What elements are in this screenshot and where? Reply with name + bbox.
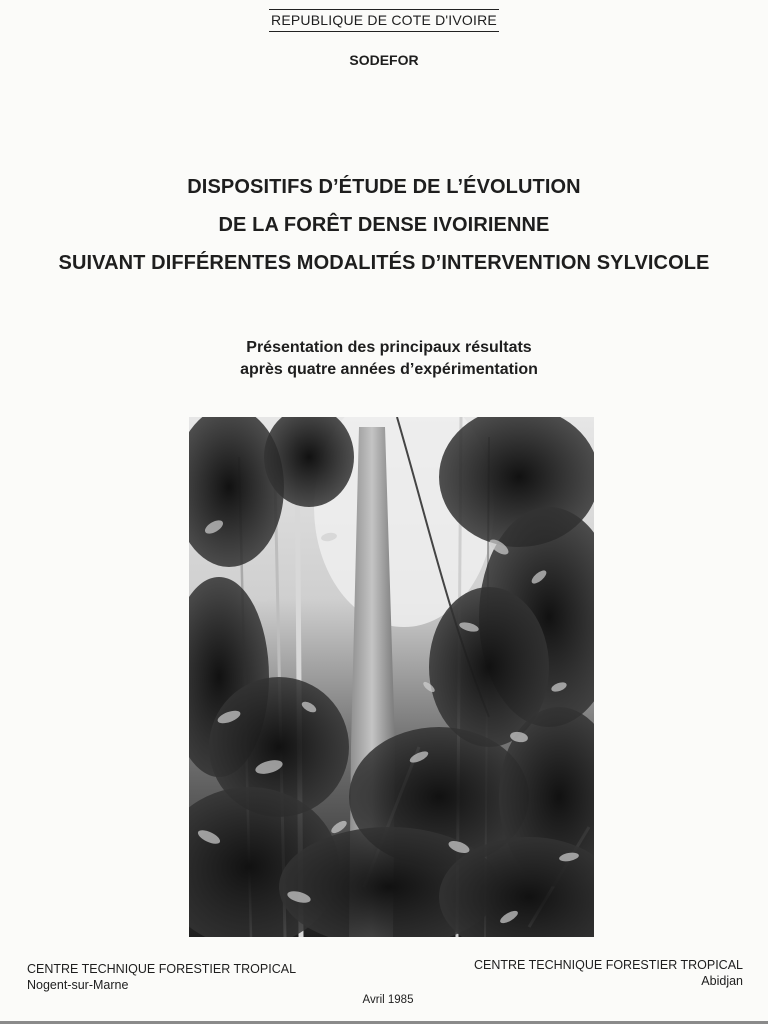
document-subtitle	[0, 337, 768, 381]
subtitle-line-2: après quatre années d’expérimentation	[240, 361, 538, 378]
footer-left-location: Nogent-sur-Marne	[27, 978, 129, 992]
footer-right-institution	[474, 957, 743, 989]
footer-right-name: CENTRE TECHNIQUE FORESTIER TROPICAL	[473, 958, 743, 972]
document-title	[0, 168, 768, 282]
title-line-1: DISPOSITIFS D’ÉTUDE DE L’ÉVOLUTION	[187, 176, 581, 198]
footer-left-name: CENTRE TECHNIQUE FORESTIER TROPICAL	[27, 962, 297, 976]
footer-left-institution	[27, 961, 296, 993]
forest-photo	[189, 417, 594, 937]
title-line-2: DE LA FORÊT DENSE IVOIRIENNE	[218, 214, 550, 236]
subtitle-line-1: Présentation des principaux résultats	[246, 339, 532, 356]
publication-date: Avril 1985	[362, 994, 414, 1006]
organization-name: SODEFOR	[349, 52, 419, 68]
country-header	[0, 9, 768, 32]
footer-right-location: Abidjan	[701, 974, 743, 988]
country-name: REPUBLIQUE DE COTE D'IVOIRE	[269, 9, 499, 32]
title-line-3: SUIVANT DIFFÉRENTES MODALITÉS D’INTERVENTION SYLVICOLE	[58, 252, 710, 274]
